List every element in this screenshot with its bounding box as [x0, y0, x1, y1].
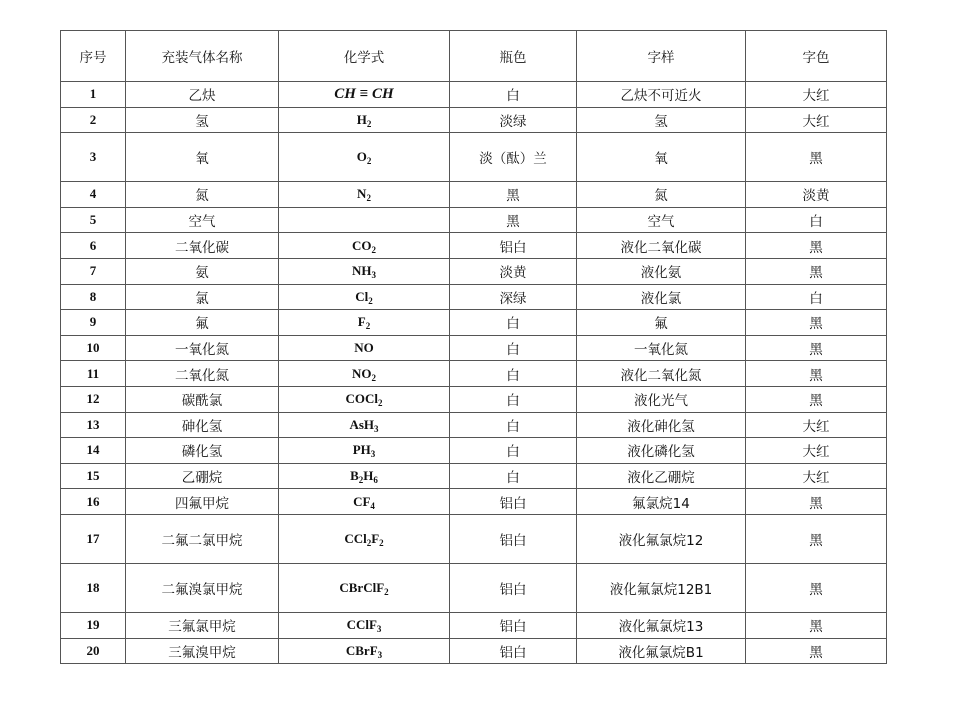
cell-text: 液化二氧化碳 [577, 233, 746, 259]
cell-text-color: 黑 [746, 361, 887, 387]
cell-bottle-color: 黑 [450, 207, 577, 233]
cell-gas-name: 磷化氢 [126, 438, 279, 464]
header-formula: 化学式 [279, 31, 450, 82]
cell-bottle-color: 白 [450, 335, 577, 361]
cell-text: 液化二氧化氮 [577, 361, 746, 387]
table-row [61, 563, 887, 612]
cell-num: 10 [61, 335, 126, 361]
cell-bottle-color: 铝白 [450, 638, 577, 664]
cell-gas-name: 三氟溴甲烷 [126, 638, 279, 664]
cell-text-color: 大红 [746, 463, 887, 489]
cell-num: 18 [61, 563, 126, 612]
cell-text-color: 黑 [746, 612, 887, 638]
cell-formula: $Cl_2$ [279, 284, 450, 310]
cell-gas-name: 二氟二氯甲烷 [126, 514, 279, 563]
cell-text-color: 黑 [746, 489, 887, 515]
cell-num: 19 [61, 612, 126, 638]
cell-num: 5 [61, 207, 126, 233]
cell-text: 氢 [577, 107, 746, 133]
cell-bottle-color: 淡（酞）兰 [450, 133, 577, 182]
table-row [61, 438, 887, 464]
cell-num: 14 [61, 438, 126, 464]
cell-bottle-color: 铝白 [450, 233, 577, 259]
cell-text-color: 黑 [746, 258, 887, 284]
cell-num: 13 [61, 412, 126, 438]
cell-text-color: 黑 [746, 514, 887, 563]
cell-text: 氟氯烷14 [577, 489, 746, 515]
cell-bottle-color: 白 [450, 438, 577, 464]
cell-bottle-color: 铝白 [450, 563, 577, 612]
header-text-color: 字色 [746, 31, 887, 82]
cell-num: 7 [61, 258, 126, 284]
cell-gas-name: 二氧化碳 [126, 233, 279, 259]
cell-text-color: 黑 [746, 310, 887, 336]
cell-formula: $PH_3$ [279, 438, 450, 464]
cell-formula: $CF_4$ [279, 489, 450, 515]
cell-bottle-color: 白 [450, 412, 577, 438]
cell-num: 16 [61, 489, 126, 515]
cell-text-color: 大红 [746, 82, 887, 108]
cell-num: 2 [61, 107, 126, 133]
cell-bottle-color: 深绿 [450, 284, 577, 310]
cell-gas-name: 氢 [126, 107, 279, 133]
table-body [61, 82, 887, 664]
cell-text: 空气 [577, 207, 746, 233]
cell-gas-name: 氨 [126, 258, 279, 284]
cell-num: 20 [61, 638, 126, 664]
cell-text-color: 黑 [746, 386, 887, 412]
table-row [61, 207, 887, 233]
cell-formula: $O_2$ [279, 133, 450, 182]
cell-formula: CClF$_3$ [279, 612, 450, 638]
table-row [61, 284, 887, 310]
cell-num: 1 [61, 82, 126, 108]
cell-text-color: 大红 [746, 107, 887, 133]
cell-formula: $NO_2$ [279, 361, 450, 387]
cell-formula [279, 207, 450, 233]
cell-text-color: 大红 [746, 438, 887, 464]
cell-bottle-color: 铝白 [450, 612, 577, 638]
cell-num: 17 [61, 514, 126, 563]
cell-num: 9 [61, 310, 126, 336]
cell-num: 3 [61, 133, 126, 182]
cell-formula: $CCl_2F_2$ [279, 514, 450, 563]
cell-text: 液化乙硼烷 [577, 463, 746, 489]
cell-text-color: 白 [746, 207, 887, 233]
cell-formula: CBrClF$_2$ [279, 563, 450, 612]
cell-text: 乙炔不可近火 [577, 82, 746, 108]
cell-gas-name: 三氟氯甲烷 [126, 612, 279, 638]
cell-formula: $N_2$ [279, 182, 450, 208]
cell-formula: CBrF$_3$ [279, 638, 450, 664]
cell-bottle-color: 淡黄 [450, 258, 577, 284]
cell-formula: $F_2$ [279, 310, 450, 336]
cell-gas-name: 碳酰氯 [126, 386, 279, 412]
cell-gas-name: 氮 [126, 182, 279, 208]
table-row [61, 361, 887, 387]
cell-gas-name: 氟 [126, 310, 279, 336]
table-row [61, 233, 887, 259]
cell-formula: $H_2$ [279, 107, 450, 133]
cell-text-color: 黑 [746, 133, 887, 182]
cell-bottle-color: 白 [450, 463, 577, 489]
table-row [61, 638, 887, 664]
table-row [61, 107, 887, 133]
cell-text-color: 黑 [746, 233, 887, 259]
cell-formula: NO [279, 335, 450, 361]
cell-text-color: 黑 [746, 563, 887, 612]
cell-num: 6 [61, 233, 126, 259]
table-row [61, 310, 887, 336]
cell-bottle-color: 黑 [450, 182, 577, 208]
cell-text: 氟 [577, 310, 746, 336]
cell-gas-name: 氧 [126, 133, 279, 182]
cell-gas-name: 砷化氢 [126, 412, 279, 438]
cell-text-color: 白 [746, 284, 887, 310]
table-row [61, 133, 887, 182]
cell-text: 一氧化氮 [577, 335, 746, 361]
cell-bottle-color: 淡绿 [450, 107, 577, 133]
cell-gas-name: 乙炔 [126, 82, 279, 108]
cell-text-color: 黑 [746, 638, 887, 664]
cell-text: 氮 [577, 182, 746, 208]
cell-bottle-color: 铝白 [450, 514, 577, 563]
cell-formula: $CO_2$ [279, 233, 450, 259]
cell-text: 液化氟氯烷B1 [577, 638, 746, 664]
cell-num: 15 [61, 463, 126, 489]
cell-text: 液化氟氯烷13 [577, 612, 746, 638]
cell-gas-name: 空气 [126, 207, 279, 233]
cell-gas-name: 一氧化氮 [126, 335, 279, 361]
table-row [61, 335, 887, 361]
cell-bottle-color: 白 [450, 361, 577, 387]
cell-gas-name: 二氧化氮 [126, 361, 279, 387]
cell-bottle-color: 白 [450, 82, 577, 108]
table-row [61, 463, 887, 489]
table-row [61, 612, 887, 638]
cell-gas-name: 氯 [126, 284, 279, 310]
cell-text: 液化砷化氢 [577, 412, 746, 438]
cell-text: 液化氟氯烷12B1 [577, 563, 746, 612]
cell-text-color: 大红 [746, 412, 887, 438]
cell-text: 液化光气 [577, 386, 746, 412]
cell-formula: COCl$_2$ [279, 386, 450, 412]
table-row [61, 182, 887, 208]
cell-text: 液化氟氯烷12 [577, 514, 746, 563]
header-text: 字样 [577, 31, 746, 82]
cell-text: 液化磷化氢 [577, 438, 746, 464]
table-row [61, 386, 887, 412]
cell-text-color: 黑 [746, 335, 887, 361]
cell-text-color: 淡黄 [746, 182, 887, 208]
cell-bottle-color: 铝白 [450, 489, 577, 515]
cell-text: 氧 [577, 133, 746, 182]
cell-num: 8 [61, 284, 126, 310]
cell-formula: $NH_3$ [279, 258, 450, 284]
cell-bottle-color: 白 [450, 386, 577, 412]
gas-cylinder-color-table [60, 30, 887, 664]
cell-gas-name: 四氟甲烷 [126, 489, 279, 515]
cell-bottle-color: 白 [450, 310, 577, 336]
cell-text: 液化氨 [577, 258, 746, 284]
header-num: 序号 [61, 31, 126, 82]
table-row [61, 489, 887, 515]
table-row [61, 82, 887, 108]
cell-formula: AsH$_3$ [279, 412, 450, 438]
cell-num: 11 [61, 361, 126, 387]
cell-num: 4 [61, 182, 126, 208]
table-row [61, 514, 887, 563]
cell-text: 液化氯 [577, 284, 746, 310]
header-row [61, 31, 887, 82]
cell-num: 12 [61, 386, 126, 412]
cell-gas-name: 乙硼烷 [126, 463, 279, 489]
table-row [61, 412, 887, 438]
header-gas-name: 充装气体名称 [126, 31, 279, 82]
cell-formula: CH ≡ CH [279, 82, 450, 108]
cell-gas-name: 二氟溴氯甲烷 [126, 563, 279, 612]
header-bottle-color: 瓶色 [450, 31, 577, 82]
table-row [61, 258, 887, 284]
cell-formula: $B_2H_6$ [279, 463, 450, 489]
